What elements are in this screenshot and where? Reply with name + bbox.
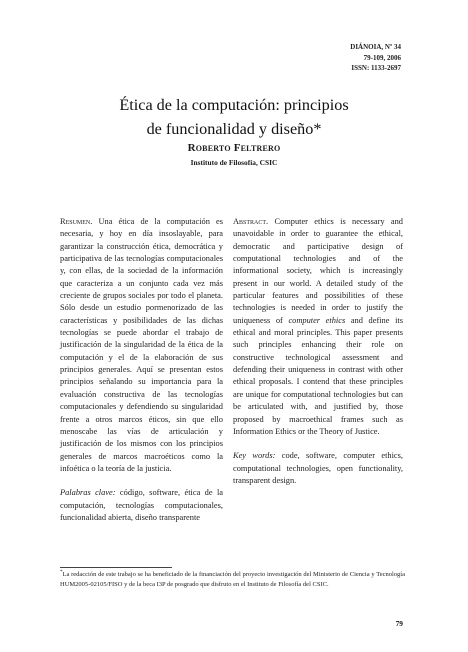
- abstract-text-part-1: Computer ethics is necessary and unavoidable in order to guarantee the ethical, democratic and participative design of computational technologies and of the informational society, which is increasingly present in our world. A detailed study of the particular features and possibilities of these technologies is needed in order to justify the uniqueness of: [233, 217, 403, 325]
- key-words-paragraph: [233, 450, 403, 487]
- key-words-text: code, software, computer ethics, computational technologies, open functionality, transparent design.: [233, 451, 403, 485]
- journal-info: [350, 42, 401, 74]
- abstract-column: [233, 216, 403, 487]
- author-affiliation: Instituto de Filosofía, CSIC: [190, 158, 278, 167]
- key-words-label: Key words:: [233, 451, 276, 461]
- footnote-marker: *: [60, 569, 63, 575]
- abstract-paragraph: [233, 216, 403, 438]
- footnote: [60, 570, 405, 590]
- author-name: Roberto Feltrero: [187, 142, 281, 154]
- journal-name: DIÁNOIA, Nº 34: [350, 43, 401, 51]
- paper-title: [60, 93, 408, 141]
- resumen-column: [60, 216, 223, 524]
- footnote-divider: [60, 567, 172, 568]
- palabras-clave-paragraph: [60, 487, 223, 524]
- palabras-clave-text: código, software, ética de la computación, tecnologías computacionales, funcionalidad abierta, diseño transparente: [60, 488, 223, 522]
- footnote-text: La redacción de este trabajo se ha beneficiado de la financiación del proyecto investigación del Ministerio de Ciencia y Tecnología HUM2005-02105/FISO y de la beca I3P de posgrado que disfruto en el Instituto de Filosofía del CSIC.: [60, 571, 405, 588]
- resumen-text: Una ética de la computación es necesaria, y hoy en día insoslayable, para garantizar la construcción ética, democrática y participativa de las tecnologías computacionales y, con ellas, de la sociedad de la información que caracteriza a un conjunto cada vez más creciente de grupos sociales por todo el planeta. Sólo desde un estudio pormenorizado de las características y posibilidades de las dichas tecnologías se puede abordar el trabajo de justificación de la singularidad de la ética de la computación y el de la elaboración de sus principios generales. Aquí se presentan estos principios señalando su importancia para la evaluación constructiva de las tecnologías computacionales y defendiendo su singularidad frente a otros marcos éticos, sin que ello menoscabe las vías de articulación y justificación de los mismos con los principios generales de marcos macroéticos como la infoética o la teoría de la justicia.: [60, 217, 223, 473]
- abstract-text-part-2: and define its ethical and moral principles. This paper presents such principles enhancing their role on constructive technological assessment and defending their uniqueness in contrast with other ethical proposals. I contend that these principles are unique for computational technologies but can be articulated with, and justified by, those proposed by macroethical frames such as Information Ethics or the Theory of Justice.: [233, 315, 403, 436]
- palabras-clave-label: Palabras clave:: [60, 488, 116, 498]
- resumen-label: Resumen.: [60, 217, 93, 226]
- abstract-italic-term: computer ethics: [288, 315, 346, 325]
- page-number: 79: [395, 619, 403, 628]
- title-line-2: de funcionalidad y diseño*: [146, 120, 322, 138]
- abstract-label: Abstract.: [233, 217, 269, 226]
- resumen-paragraph: [60, 216, 223, 475]
- journal-issn: ISSN: 1133-2697: [351, 64, 401, 72]
- title-line-1: Ética de la computación: principios: [119, 96, 349, 114]
- journal-pages: 79-109, 2006: [363, 53, 401, 62]
